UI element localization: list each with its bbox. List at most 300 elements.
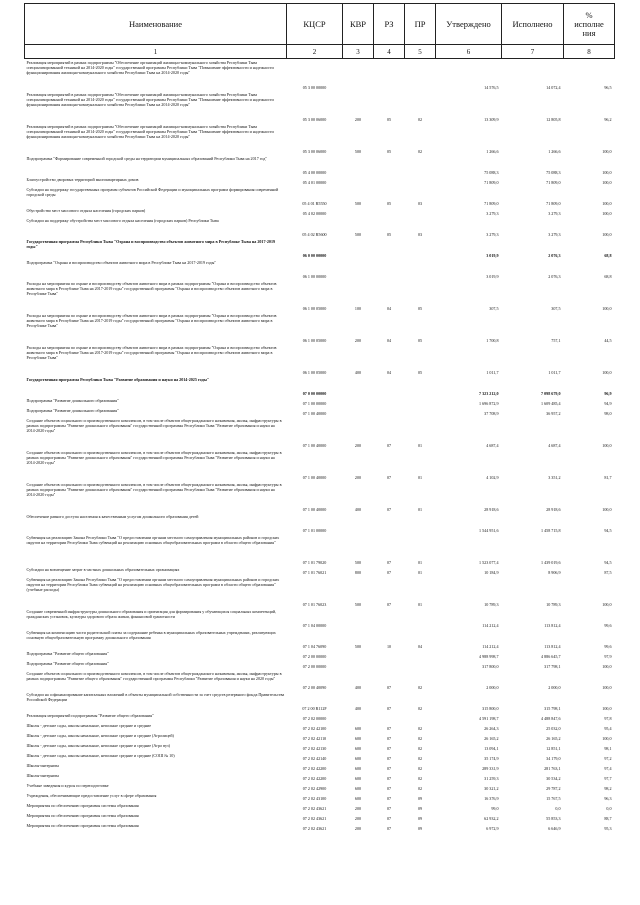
row-name: Расходы на мероприятия по охране и воспроизводству объектов животного мира в рамках подпрограммы "Охрана и воспроизводство объектов животного мира в Республике Тыва на 2017-2019 годы" государственной программы "Охрана и воспроизводство объектов животного мира в Республике Тыва" [26,313,277,328]
row-name: Обеспечение равного доступа населения к качественным услугам дошкольного образования детей [26,514,199,519]
row-name: Субвенция на реализацию Закона Республики Тыва "О предоставлении органам местного самоуправления муниципальных районов и городских округов на территории Республики Тыва субвенций на реализацию основных общеобразовательных программ в области общего образования" (учебные расходы) [26,577,280,592]
row-name: Подпрограмма "Развитие дошкольного образования" [26,408,119,413]
row-pr: 01 [417,560,423,565]
row-approved: 13 094,1 [484,746,499,751]
row-kvr [343,712,374,722]
row-name: Субсидии на поддержку государственных программ субъектов Российской Федерации и муниципальных программ формирования современной городской среды [26,187,279,197]
row-percent: 97,9 [604,654,612,659]
table-row [25,417,615,449]
row-kvr [343,513,374,534]
row-kcsr: 07 1 04 00000 [302,623,327,628]
table-row [25,176,615,186]
header-rz: РЗ [374,4,405,45]
row-rz: 07 [386,602,392,607]
row-approved: 30 321,2 [484,786,499,791]
row-kcsr: 07 1 04 76090 [302,644,327,649]
table-row [25,155,615,176]
row-name: Реализация мероприятий в рамках подпрограммы "Обеспечение организаций жилищно-коммунального хозяйства Республики Тыва специализированной техникой на 2014-2020 годы" государственной программы Республики Тыва "Повышение эффективности и надежности функционирования жилищно-коммунального хозяйства Республики Тыва на 2014-2020 годы" [26,124,274,139]
row-executed: 4 488 847,6 [541,716,561,721]
row-executed: 2 000,0 [548,685,561,690]
row-pr [405,397,436,407]
table-row [25,629,615,650]
row-percent: 44,5 [604,338,612,343]
row-kcsr: 07 2 02 42140 [302,756,327,761]
row-executed: 6 646,9 [548,826,561,831]
table-row [25,59,615,92]
row-kcsr: 07 1 00 40000 [302,475,327,480]
row-kcsr: 07 0 00 00000 [302,391,327,396]
row-pr: 09 [417,796,423,801]
header-name: Наименование [25,4,287,45]
table-row [25,812,615,822]
row-approved: 1 011,7 [486,370,499,375]
row-kcsr: 07 2 02 42100 [302,726,327,731]
row-name: Создание объектов социального и производственного комплексов, в том числе объектов общегражданского назначения, жилья, инфраструктуры в рамках подпрограммы "Развитие дошкольного образования" государственной программы Республики Тыва "Развитие образования и науки на 2014-2020 годы" [26,482,282,497]
table-row [25,782,615,792]
row-rz: 04 [386,306,392,311]
row-name: Подпрограмма "Развитие дошкольного образования" [26,398,119,403]
row-executed: 71 809,0 [546,180,561,185]
row-name: Субвенция на компенсацию части родительской платы за содержание ребенка в муниципальных образовательных учреждениях, реализующих основную общеобразовательную программу дошкольного образования [26,630,276,640]
row-kvr: 500 [354,560,362,565]
row-rz: 07 [386,756,392,761]
row-kcsr: 05 4 01 R5550 [302,201,327,206]
header-executed: Исполнено [502,4,564,45]
row-percent: 81,7 [604,475,612,480]
col-number-7: 7 [502,45,564,59]
row-pr: 01 [417,570,423,575]
col-number-2: 2 [287,45,343,59]
row-name: Создание объектов социального и производственного комплексов, в том числе объектов общегражданского назначения, жилья, инфраструктуры в рамках подпрограммы "Развитие общего образования" государственной программы Республики "Развитие образования и науки на 2020 годы" [26,671,282,681]
row-kvr [343,608,374,629]
row-percent: 96,9 [604,391,612,396]
table-row [25,534,615,566]
row-kvr: 200 [354,826,362,831]
row-kvr [343,397,374,407]
row-approved: 3 279,3 [486,211,499,216]
row-executed: 25 032,0 [546,726,561,731]
row-percent: 87,5 [604,570,612,575]
row-kcsr: 05 4 02 R5600 [302,232,327,237]
row-name: Субвенция на реализацию Закона Республики Тыва "О предоставлении органам местного самоуправления муниципальных районов и городских округов на территории Республики Тыва субвенций на реализацию основных общеобразовательных программ в области общего образования" [26,535,280,545]
table-row [25,397,615,407]
row-kcsr: 07 1 01 79020 [302,560,327,565]
row-pr [405,155,436,176]
row-name: Реализация мероприятий подпрограммы "Развитие общего образования" [26,713,154,718]
row-kvr [343,59,374,92]
row-rz [374,259,405,280]
row-pr: 05 [417,370,423,375]
row-rz: 07 [386,806,392,811]
table-row [25,344,615,376]
row-kvr [343,407,374,417]
row-pr: 02 [417,776,423,781]
table-row [25,238,615,259]
row-executed: 113 812,4 [544,623,561,628]
row-rz: 07 [386,746,392,751]
row-percent: 95,4 [604,726,612,731]
row-kvr: 600 [354,776,362,781]
row-kvr: 400 [354,685,362,690]
row-executed: 317 798,1 [544,664,561,669]
row-pr [405,660,436,670]
row-pr: 05 [417,338,423,343]
row-approved: 1 266,6 [486,149,499,154]
row-kvr: 200 [354,117,362,122]
row-kcsr: 06 0 00 00000 [302,253,327,258]
row-rz: 07 [386,736,392,741]
row-approved: 289 331,9 [482,766,499,771]
row-rz [374,407,405,417]
row-name: Реализация мероприятий в рамках подпрограммы "Обеспечение организаций жилищно-коммунального хозяйства Республики Тыва специализированной техникой на 2014-2020 годы" государственной программы Республики Тыва "Повышение эффективности и надежности функционирования жилищно-коммунального хозяйства Республики Тыва на 2014-2020 годы" [26,92,274,107]
row-approved: 3 279,3 [486,232,499,237]
row-executed: 3 351,2 [548,475,561,480]
row-executed: 3 279,3 [548,232,561,237]
row-kcsr: 07 2 02 00000 [302,716,327,721]
row-kcsr: 07 1 01 76021 [302,570,327,575]
row-kcsr: 07 1 01 00000 [302,528,327,533]
row-name: Подпрограмма "Охрана и воспроизводство объектов животного мира в Республике Тыва на 2017-2019 годы" [26,260,217,265]
row-kvr: 400 [354,706,362,711]
row-rz: 07 [386,443,392,448]
row-kcsr: 07 2 02 43621 [302,806,327,811]
row-percent: 99,6 [604,623,612,628]
col-number-4: 4 [374,45,405,59]
table-row [25,280,615,312]
row-executed: 34 179,0 [546,756,561,761]
table-row [25,449,615,481]
row-kvr: 500 [354,149,362,154]
budget-report-sheet [24,3,614,832]
row-name: Расходы на мероприятия по охране и воспроизводству объектов животного мира в рамках подпрограммы "Охрана и воспроизводство объектов животного мира в Республике Тыва на 2017-2019 годы" государственной программы "Охрана и воспроизводство объектов животного мира в Республике Тыва" [26,345,277,360]
row-rz [374,59,405,92]
row-percent: 100,0 [602,664,612,669]
row-executed: 12 851,1 [546,746,561,751]
row-rz: 07 [386,826,392,831]
row-name: Благоустройство дворовых территорий многоквартирных домов [26,177,139,182]
table-row [25,802,615,812]
header-pr: ПР [405,4,436,45]
table-row [25,650,615,660]
row-approved: 71 809,0 [484,180,499,185]
row-percent: 97,4 [604,766,612,771]
col-number-6: 6 [436,45,502,59]
row-kcsr: 07 2 00 00000 [302,664,327,669]
table-row [25,259,615,280]
row-kcsr: 07 1 00 40000 [302,411,327,416]
row-rz [374,238,405,259]
row-kcsr: 07 2 02 42200 [302,766,327,771]
row-kcsr: 07 2 02 43100 [302,796,327,801]
row-executed: 10 789,3 [546,602,561,607]
row-kvr [343,660,374,670]
row-executed: 307,5 [551,306,561,311]
row-approved: 4 687,4 [486,443,499,448]
header-percent-text: % исполне ния [574,9,604,38]
row-executed: 15 767,5 [546,796,561,801]
row-percent: 94,5 [604,528,612,533]
row-percent: 68,8 [604,253,612,258]
row-percent: 99,6 [604,644,612,649]
row-rz: 07 [386,796,392,801]
row-approved: 1 544 951,6 [479,528,499,533]
row-kcsr: 07 1 00 00000 [302,401,327,406]
row-name: Расходы на мероприятия по охране и воспроизводству объектов животного мира в рамках подпрограммы "Охрана и воспроизводство объектов животного мира в Республике Тыва на 2017-2019 годы" государственной программы "Охрана и воспроизводство объектов животного мира в Республике Тыва" [26,281,277,296]
row-kcsr: 07 2 02 43621 [302,816,327,821]
table-row [25,566,615,576]
row-name: Мероприятия по обеспечению программы системы образования [26,823,139,828]
row-kcsr: 07 2 02 42110 [302,736,327,741]
row-approved: 3 019,9 [486,253,499,258]
row-name: Субсидии на софинансирование капитальных вложений в объекты муниципальной собственности за счет средств резервного фонда Правительства Российской Федерации [26,692,285,702]
row-executed: 29 787,2 [546,786,561,791]
row-kvr: 600 [354,766,362,771]
table-row [25,732,615,742]
row-name: Школы-интернаты [26,763,60,768]
row-percent: 96,2 [604,117,612,122]
row-approved: 28 918,6 [484,507,499,512]
row-executed: 7 098 679,0 [541,391,561,396]
table-row [25,513,615,534]
row-percent: 100,0 [602,370,612,375]
table-row [25,772,615,782]
row-rz: 05 [386,117,392,122]
row-rz [374,660,405,670]
row-kcsr: 07 2 02 43621 [302,826,327,831]
table-row [25,712,615,722]
row-percent: 100,0 [602,170,612,175]
row-kvr [343,650,374,660]
row-approved: 10 789,3 [484,602,499,607]
row-kvr: 400 [354,370,362,375]
row-kvr: 200 [354,806,362,811]
row-pr [405,376,436,397]
row-percent: 98,1 [604,746,612,751]
table-row [25,722,615,732]
row-pr: 04 [417,644,423,649]
col-number-3: 3 [343,45,374,59]
row-pr: 09 [417,816,423,821]
table-body [25,59,615,833]
row-percent: 100,0 [602,736,612,741]
row-kvr [343,155,374,176]
row-percent: 96,3 [604,796,612,801]
row-rz: 10 [386,644,392,649]
row-rz: 07 [386,786,392,791]
col-number-5: 5 [405,45,436,59]
row-approved: 14 576,5 [484,85,499,90]
row-kcsr: 06 1 00 00000 [302,274,327,279]
row-percent: 88,7 [604,816,612,821]
row-kcsr: 06 1 00 05000 [302,370,327,375]
row-executed: 12 805,8 [546,117,561,122]
row-executed: 14 072,4 [546,85,561,90]
row-kvr: 600 [354,796,362,801]
row-rz [374,155,405,176]
row-pr [405,513,436,534]
table-row [25,217,615,238]
row-name: Мероприятия по обеспечению программы системы образования [26,813,139,818]
row-percent: 100,0 [602,706,612,711]
row-name: Создание современной инфраструктуры дошкольного образования и ориентация для формирования у обучающихся социальных компетенций, гражданских установок, культуры здорового образа жизни, финансовой грамотности [26,609,277,619]
row-executed: 75 088,3 [546,170,561,175]
row-pr: 09 [417,806,423,811]
row-pr: 01 [417,443,423,448]
row-kvr: 100 [354,306,362,311]
row-rz: 07 [386,507,392,512]
row-pr [405,176,436,186]
row-pr: 02 [417,786,423,791]
row-approved: 114 212,4 [482,644,499,649]
row-kcsr: 07 1 00 40000 [302,507,327,512]
header-kvr: КВР [343,4,374,45]
row-kvr: 400 [354,507,362,512]
table-row [25,123,615,155]
row-kcsr: 07 2 00 00000 [302,654,327,659]
row-percent: 97,8 [604,716,612,721]
row-percent: 100,0 [602,149,612,154]
table-header [25,4,615,59]
row-approved: 26 165,2 [484,736,499,741]
row-pr: 02 [417,766,423,771]
table-row [25,691,615,712]
row-pr [405,207,436,217]
row-pr [405,59,436,92]
row-name: Подпрограмма "Развитие общего образования" [26,661,109,666]
row-percent: 98,2 [604,786,612,791]
row-rz: 07 [386,685,392,690]
table-row [25,376,615,397]
row-pr: 02 [417,726,423,731]
row-executed: 2 076,3 [548,274,561,279]
row-name: Обустройство мест массового отдыха населения (городских парков) [26,208,146,213]
row-approved: 26 264,3 [484,726,499,731]
row-kcsr: 06 1 00 05000 [302,338,327,343]
row-pr: 02 [417,746,423,751]
row-executed: 315 798,1 [544,706,561,711]
row-name: Школы-интернаты [26,773,60,778]
row-approved: 10 184,9 [484,570,499,575]
row-executed: 71 809,0 [546,201,561,206]
row-approved: 35 174,9 [484,756,499,761]
row-kcsr: 05 4 00 00000 [302,170,327,175]
row-name: Мероприятия по обеспечению программы системы образования [26,803,139,808]
row-executed: 55 853,3 [546,816,561,821]
row-percent: 68,8 [604,274,612,279]
row-kvr: 600 [354,746,362,751]
row-kvr [343,207,374,217]
row-approved: 315 800,0 [482,706,499,711]
row-name: Школы - детские сады, школы начальные, неполные средние и средние (СОШ № 10) [26,753,175,758]
table-row [25,407,615,417]
row-executed: 3 279,3 [548,211,561,216]
row-percent: 98,0 [604,411,612,416]
row-name: Создание объектов социального и производственного комплексов, в том числе объектов общегражданского назначения, жилья, инфраструктуры в рамках подпрограммы "Развитие дошкольного образования" государственной программы Республики Тыва "Развитие образования и науки на 2014-2020 годы" [26,450,282,465]
row-kvr: 200 [354,816,362,821]
row-rz [374,650,405,660]
row-name: Создание объектов социального и производственного комплексов, в том числе объектов общегражданского назначения, жилья, инфраструктуры в рамках подпрограммы "Развитие дошкольного образования" государственной программы Республики Тыва "Развитие образования и науки на 2014-2020 годы" [26,418,282,433]
row-approved: 31 259,3 [484,776,499,781]
row-rz: 07 [386,560,392,565]
row-pr [405,650,436,660]
row-rz: 07 [386,776,392,781]
row-kvr: 600 [354,726,362,731]
row-kvr: 500 [354,644,362,649]
row-executed: 4 886 645,7 [541,654,561,659]
row-kvr: 200 [354,475,362,480]
row-approved: 4 591 198,7 [479,716,499,721]
row-percent: 97,7 [604,776,612,781]
row-pr: 02 [417,756,423,761]
row-approved: 1 700,8 [486,338,499,343]
row-percent: 100,0 [602,443,612,448]
row-name: Учреждения, обеспечивающие предоставление услуг в сфере образования [26,793,157,798]
row-rz: 07 [386,766,392,771]
row-pr: 01 [417,507,423,512]
row-executed: 36 957,2 [546,411,561,416]
row-kvr: 500 [354,232,362,237]
row-approved: 317 800,0 [482,664,499,669]
row-kcsr: 05 3 00 06000 [302,149,327,154]
table-row [25,660,615,670]
row-pr: 05 [417,306,423,311]
row-kcsr: 07 2 00 40090 [302,685,327,690]
col-number-1: 1 [25,45,287,59]
row-approved: 4 102,9 [486,475,499,480]
row-approved: 1 523 077,4 [479,560,499,565]
row-approved: 99,0 [491,806,499,811]
row-executed: 30 534,2 [546,776,561,781]
row-kvr: 200 [354,338,362,343]
row-rz [374,608,405,629]
row-kcsr: 06 1 00 05000 [302,306,327,311]
row-percent: 100,0 [602,306,612,311]
row-name: Школы - детские сады, школы начальные, неполные средние и средние (Агро вуз) [26,743,170,748]
row-pr [405,259,436,280]
table-row [25,186,615,207]
row-pr [405,238,436,259]
row-kcsr: 05 4 02 00000 [302,211,327,216]
header-approved: Утверждено [436,4,502,45]
row-kvr [343,376,374,397]
row-pr: 01 [417,475,423,480]
row-executed: 26 165,2 [546,736,561,741]
row-pr: 02 [417,685,423,690]
row-executed: 281 763,1 [544,766,561,771]
row-name: Субсидии на возмещение затрат в частных дошкольных образовательных организациях [26,567,180,572]
row-kcsr: 07 2 02 42130 [302,746,327,751]
row-percent: 94,9 [604,401,612,406]
row-name: Субсидии на поддержку обустройства мест массового отдыха населения (городских парков) Республики Тыва [26,218,219,223]
budget-table [24,3,615,832]
row-approved: 75 088,3 [484,170,499,175]
row-name: Государственная программа Республики Тыва "Развитие образования и науки на 2014-2025 годы" [26,377,210,382]
row-kvr [343,176,374,186]
table-row [25,792,615,802]
row-percent: 100,0 [602,211,612,216]
row-executed: 757,1 [551,338,561,343]
row-kvr [343,238,374,259]
row-approved: 307,5 [489,306,499,311]
row-rz: 07 [386,475,392,480]
row-executed: 4 687,4 [548,443,561,448]
row-pr [405,712,436,722]
table-row [25,312,615,344]
row-pr: 01 [417,602,423,607]
row-kcsr: 07 1 01 76023 [302,602,327,607]
row-approved: 1 696 872,9 [479,401,499,406]
row-rz: 07 [386,706,392,711]
